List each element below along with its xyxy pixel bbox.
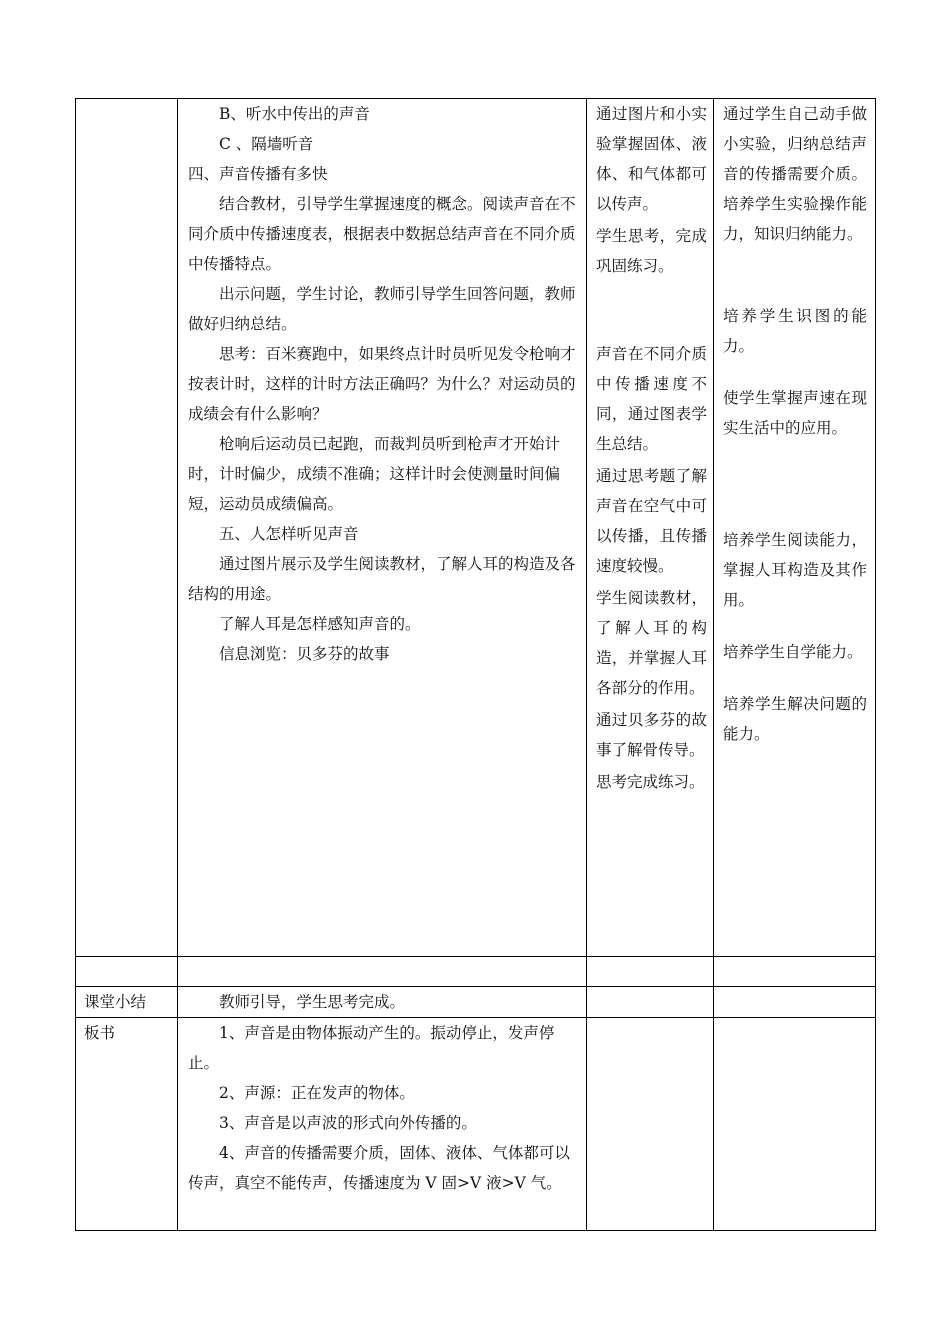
summary-label-cell: [76, 987, 178, 1018]
board-label-cell: [76, 1018, 178, 1231]
content-paragraph: 思考：百米赛跑中，如果终点计时员听见发令枪响才按表计时，这样的计时方法正确吗？为什么？对运动员的成绩会有什么影响？: [188, 345, 576, 423]
design-intent-text: 培养学生识图的能力。: [723, 307, 867, 355]
blank-cell: [714, 987, 876, 1018]
blank-cell: [178, 957, 587, 987]
table-row-blank: [76, 957, 876, 987]
section-label-cell: [76, 99, 178, 957]
design-intent-text: 通过学生自己动手做小实验，归纳总结声音的传播需要介质。培养学生实验操作能力，知识归纳能力。: [723, 105, 867, 243]
content-paragraph: 了解人耳是怎样感知声音的。: [219, 615, 421, 633]
student-activity-text: 学生阅读教材，了解人耳的构造，并掌握人耳各部分的作用。: [596, 589, 707, 697]
content-heading: 五、人怎样听见声音: [219, 525, 359, 543]
content-paragraph: 枪响后运动员已起跑，而裁判员听到枪声才开始计时，计时偏少，成绩不准确；这样计时会使测量时间偏短，运动员成绩偏高。: [188, 435, 561, 513]
student-activity-text: 通过图片和小实验掌握固体、液体、和气体都可以传声。: [596, 105, 707, 213]
content-paragraph: 信息浏览：贝多芬的故事: [219, 645, 390, 663]
teaching-content-cell: [178, 99, 587, 957]
design-intent-text: 使学生掌握声速在现实生活中的应用。: [723, 389, 867, 437]
summary-label: 课堂小结: [84, 993, 147, 1011]
student-activity-text: 通过贝多芬的故事了解骨传导。: [596, 711, 707, 759]
content-paragraph: 结合教材，引导学生掌握速度的概念。阅读声音在不同介质中传播速度表，根据表中数据总结声音在不同介质中传播特点。: [188, 195, 576, 273]
table-row-board: [76, 1018, 876, 1231]
content-paragraph: 通过图片展示及学生阅读教材，了解人耳的构造及各结构的用途。: [188, 555, 576, 603]
summary-text: 教师引导，学生思考完成。: [219, 993, 406, 1011]
design-intent-text: 培养学生阅读能力，掌握人耳构造及其作用。: [723, 531, 867, 609]
table-row-summary: [76, 987, 876, 1018]
blank-cell: [587, 987, 714, 1018]
board-line: 3、声音是以声波的形式向外传播的。: [219, 1114, 477, 1132]
content-paragraph: 出示问题，学生讨论，教师引导学生回答问题，教师做好归纳总结。: [188, 285, 576, 333]
blank-cell: [714, 957, 876, 987]
blank-cell: [714, 1018, 876, 1231]
student-activity-text: 学生思考，完成巩固练习。: [596, 227, 707, 275]
design-intent-text: 培养学生自学能力。: [723, 643, 863, 661]
content-line: B、听水中传出的声音: [219, 105, 370, 123]
board-content-cell: [178, 1018, 587, 1231]
student-activity-text: 通过思考题了解声音在空气中可以传播，且传播速度较慢。: [596, 467, 707, 575]
summary-content-cell: [178, 987, 587, 1018]
student-activity-cell: [587, 99, 714, 957]
board-line: 2、声源：正在发声的物体。: [219, 1084, 415, 1102]
blank-cell: [587, 1018, 714, 1231]
content-heading: 四、声音传播有多快: [188, 165, 328, 183]
table-row-main: [76, 99, 876, 957]
lesson-plan-table: [75, 98, 876, 1231]
design-intent-cell: [714, 99, 876, 957]
design-intent-text: 培养学生解决问题的能力。: [723, 695, 867, 743]
blank-cell: [587, 957, 714, 987]
board-label: 板书: [84, 1024, 116, 1042]
blank-cell: [76, 957, 178, 987]
content-line: C 、隔墙听音: [219, 135, 314, 153]
board-line: 4、声音的传播需要介质，固体、液体、气体都可以传声，真空不能传声，传播速度为 V 固>V 液>V 气。: [188, 1144, 570, 1192]
student-activity-text: 思考完成练习。: [596, 773, 705, 791]
student-activity-text: 声音在不同介质中传播速度不同，通过图表学生总结。: [596, 345, 707, 453]
board-line: 1、声音是由物体振动产生的。振动停止，发声停止。: [188, 1024, 555, 1072]
